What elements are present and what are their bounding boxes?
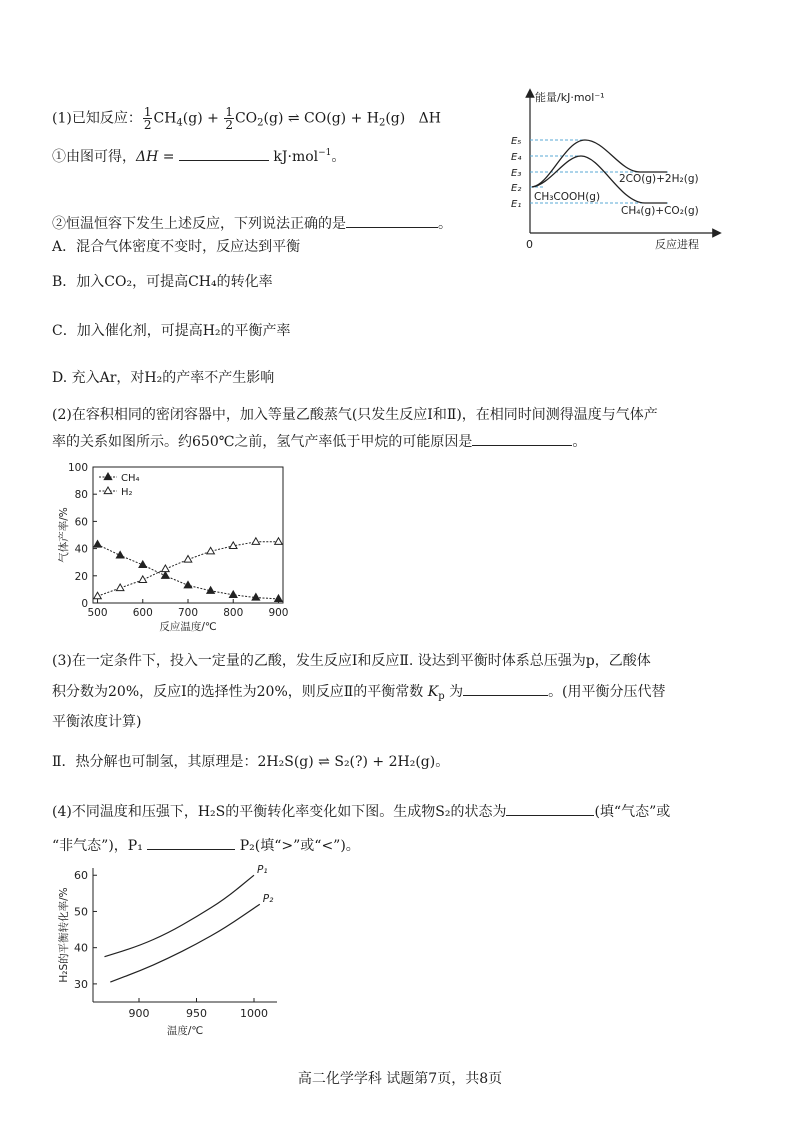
q3-line3: 平衡浓度计算) [52,714,142,730]
q4-line2 [52,834,360,856]
answer-blank-q2[interactable] [472,430,572,446]
q1-sub2-end: 。 [438,216,452,232]
label-ch3cooh: CH₃COOH(g) [534,191,601,203]
chart1-ytick-label: 20 [74,570,88,583]
page-footer: 高二化学学科 试题第7页，共8页 [297,1071,503,1087]
q1-sub2 [52,212,452,234]
q1-sub1-end: 。 [331,149,346,165]
chart1-point-1 [275,538,283,545]
chart1-legend-marker-0 [104,473,112,480]
q3-line1: (3)在一定条件下，投入一定量的乙酸，发生反应Ⅰ和反应Ⅱ. 设达到平衡时体系总压强为p，乙酸体 [52,653,651,669]
chart1-xtick-label: 500 [87,607,108,619]
chart2-ytick-label: 30 [74,977,88,991]
option-d: D. 充入Ar，对H₂的产率不产生影响 [52,370,275,386]
q1-sub1-unit-exp: −1 [318,148,332,158]
chart1-point-1 [94,592,102,599]
answer-blank-q1-2[interactable] [346,212,438,228]
q2-line2-text: 率的关系如图所示。约650℃之前，氢气产率低于甲烷的可能原因是 [52,434,473,450]
part2-end: 。 [435,754,450,770]
chart1-xlabel: 反应温度/℃ [159,621,217,633]
fraction-half-1: $\frac{1}{2}$ [143,105,152,132]
q1-delta-h: ΔH [418,110,441,127]
q2-line2-end: 。 [572,434,587,450]
q3-line2c: 。(用平衡分压代替 [548,684,666,700]
q3-kp: K [427,684,439,700]
chart2-ytick-label: 60 [74,869,88,883]
h2s-conversion-chart [55,860,295,1045]
energy-x-label: 反应进程 [655,238,699,251]
chart1-xtick-label: 700 [177,607,199,619]
energy-y-label: 能量/kJ·mol⁻¹ [535,91,605,104]
chart2-curve-0 [105,875,255,957]
fraction-half-2: $\frac{1}{2}$ [225,105,233,132]
chart1-ytick-label: 40 [74,543,88,556]
energy-diagram [505,85,725,260]
chart1-point-1 [252,538,260,545]
chart2-curve-label-0: P₁ [257,864,268,877]
chart1-ylabel: 气体产率/% [58,507,70,563]
q2-line1: (2)在容积相同的密闭容器中，加入等量乙酸蒸气(只发生反应Ⅰ和Ⅱ)，在相同时间测得温度与气体产 [52,407,658,423]
chart1-legend-marker-1 [104,487,112,494]
q3-line2b: 为 [449,684,464,700]
q3-line2a: 积分数为20%，反应Ⅰ的选择性为20%，则反应Ⅱ的平衡常数 [52,684,424,700]
q4-line1b: (填“气态”或 [594,804,671,820]
chart2-xlabel: 温度/℃ [166,1025,204,1037]
chart1-xtick-label: 900 [268,607,289,619]
chart2-curve-label-1: P₂ [262,893,274,906]
chart2-xtick-label: 950 [186,1007,207,1020]
energy-origin: 0 [526,238,533,251]
q4-line1 [52,800,670,822]
chart1-xtick-label: 800 [223,607,244,619]
option-b: B．加入CO₂，可提高CH₄的转化率 [52,274,273,290]
chart1-legend-label-0: CH₄ [121,473,140,484]
q1-sub2-text: ②恒温恒容下发生上述反应，下列说法正确的是 [52,216,346,232]
chart1-series-line-0 [98,545,279,599]
chart1-point-1 [207,547,215,554]
chart1-point-0 [162,572,170,579]
chart1-point-1 [116,584,124,591]
level-label-e2: E₂ [511,183,522,194]
part2-prefix: Ⅱ．热分解也可制氢，其原理是： [52,754,258,770]
chart1-ytick-label: 0 [81,598,88,610]
q1-sub1-unit: kJ·mol [273,149,319,165]
chart2-xtick-label: 900 [128,1007,150,1020]
answer-blank-q4-pressure[interactable] [147,834,235,850]
q4-line1a: (4)不同温度和压强下，H₂S的平衡转化率变化如下图。生成物S₂的状态为 [52,804,507,820]
chart1-point-0 [116,551,124,558]
chart1-point-0 [229,591,237,598]
label-ch4-co2: CH₄(g)+CO₂(g) [621,205,699,217]
label-products: 2CO(g)+2H₂(g) [619,173,699,185]
option-c: C．加入催化剂，可提高H₂的平衡产率 [52,323,291,339]
part2-line [52,752,449,772]
chart1-xtick-label: 600 [132,607,153,619]
chart1-point-0 [184,581,192,588]
level-label-e4: E₄ [511,152,522,163]
answer-blank-dh[interactable] [179,145,269,161]
chart1-ytick-label: 100 [67,462,88,474]
q1-sub1-dh: ΔH = [136,149,175,165]
chart2-curve-1 [110,904,259,982]
q2-line2 [52,430,586,452]
q4-p2: P₂ [239,838,255,854]
chart1-point-0 [94,541,102,548]
chart1-point-0 [275,595,283,602]
answer-blank-q4-state[interactable] [506,800,594,816]
chart2-ytick-label: 50 [74,905,88,919]
answer-blank-q3[interactable] [463,680,548,696]
chart2-xtick-label: 1000 [240,1007,268,1020]
level-label-e5: E₅ [511,136,522,147]
chart1-point-1 [162,565,170,572]
chart1-ytick-label: 60 [74,516,88,529]
q4-line2a: “非气态”)， [52,838,128,854]
q3-line2 [52,680,666,707]
level-label-e1: E₁ [511,199,522,210]
chart1-ytick-label: 80 [74,489,88,502]
gas-yield-chart [55,455,295,635]
q4-line2b: (填“>”或“<”)。 [254,838,360,854]
q1-prefix: (1)已知反应： [52,110,142,127]
chart2-ytick-label: 40 [74,941,88,955]
q1-sub1 [52,143,345,167]
q1-sub1-prefix: ①由图可得， [52,149,136,165]
chart1-legend-label-1: H₂ [121,487,133,498]
chart2-ylabel: H₂S的平衡转化率/% [58,887,70,983]
part2-equation: 2H₂S(g) ⇌ S₂(?) + 2H₂(g) [257,754,436,770]
q1-equation-line: (1)已知反应： $\frac{1}{2}$ $CH_4(g)$ + $\frac{1}{2}$ $CO_2(g)$ ⇌ $CO(g) + H_2(g)$ ΔH [52,105,441,132]
q4-p1: P₁ [127,838,143,854]
q3-kp-sub: p [438,691,445,702]
chart1-point-1 [184,555,192,562]
option-a: A．混合气体密度不变时，反应达到平衡 [52,239,301,255]
level-label-e3: E₃ [511,168,522,179]
